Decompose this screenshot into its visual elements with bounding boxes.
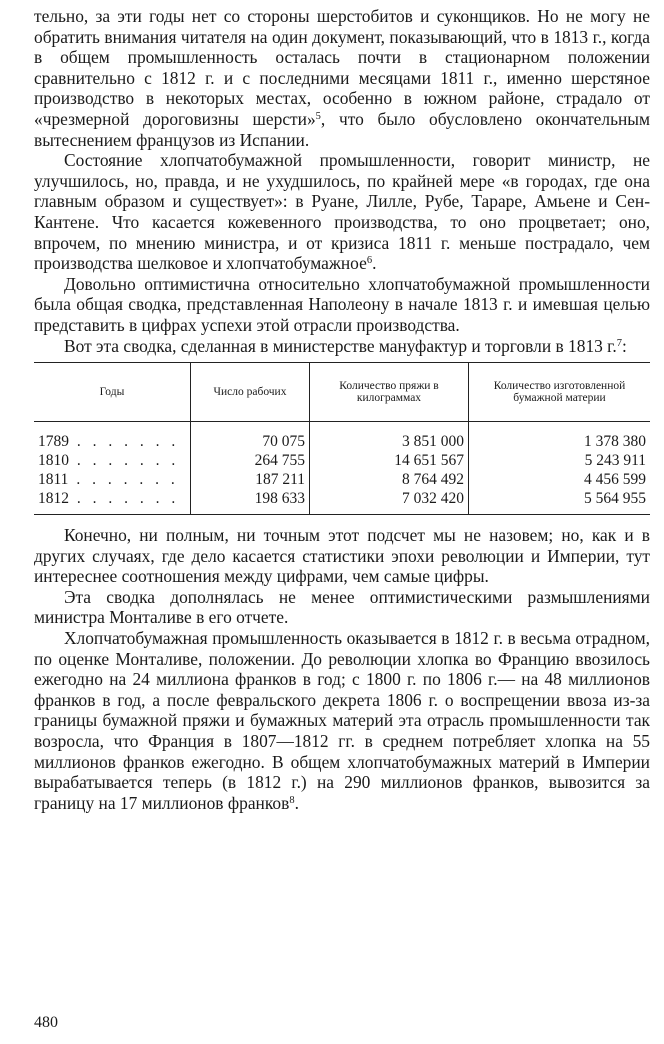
header-yarn: Количество пряжи в килограммах bbox=[310, 363, 469, 422]
row-yarn: 7 032 420 bbox=[310, 489, 469, 515]
paragraph-montalivet-reflections: Эта сводка дополнялась не менее оптимистическими размышлениями министра Монталиве в его отчете. bbox=[34, 586, 650, 628]
row-year: 1810 . . . . . . . bbox=[38, 452, 180, 470]
paragraph-cotton-industry: Состояние хлопчатобумажной промышленности, говорит министр, не улучшилось, но, правда, и не ухудшилось, по крайней мере «в городах, где она главным образом и существует»: в Руане, Лилле, Рубе, Тараре, Амьене и Сен-Кантене. Что касается кожевенного производства, то оно процветает; оно, впрочем, по мнению министра, и от кризиса 1811 г. меньше пострадало, чем производства шелковое и хлопчатобумажное$^6$. bbox=[34, 150, 650, 274]
paragraph-summary-intro: Довольно оптимистична относительно хлопчатобумажной промышленности была общая сводка, представленная Наполеону в начале 1813 г. и имевшая целью представить в цифрах успехи этой отрасли производства. bbox=[34, 273, 650, 335]
row-workers: 264 755 bbox=[191, 451, 310, 470]
page-body bbox=[34, 6, 650, 813]
row-fabric: 1 378 380 bbox=[469, 422, 651, 452]
row-fabric: 4 456 599 bbox=[469, 470, 651, 489]
row-workers: 198 633 bbox=[191, 489, 310, 515]
paragraph-commentary: Конечно, ни полным, ни точным этот подсчет мы не назовем; но, как и в других случаях, где дело касается статистики эпохи революции и Империи, тут интереснее соотношения между цифрами, чем самые цифры. bbox=[34, 525, 650, 587]
row-yarn: 3 851 000 bbox=[310, 422, 469, 452]
row-year: 1789 . . . . . . . bbox=[38, 433, 180, 451]
header-fabric: Количество изготовленной бумажной материи bbox=[469, 363, 651, 422]
footnote-ref-8[interactable]: 8 bbox=[289, 794, 295, 806]
row-yarn: 8 764 492 bbox=[310, 470, 469, 489]
footnote-ref-6[interactable]: 6 bbox=[366, 255, 373, 267]
row-fabric: 5 243 911 bbox=[469, 451, 651, 470]
footnote-ref-5[interactable]: 5 bbox=[315, 110, 321, 122]
row-workers: 187 211 bbox=[191, 470, 310, 489]
table-row bbox=[34, 422, 650, 452]
table-row bbox=[34, 489, 650, 515]
table-row bbox=[34, 470, 650, 489]
paragraph-wool-industry: тельно, за эти годы нет со стороны шерстобитов и суконщиков. Но не могу не обратить внимания читателя на один документ, показывающий, что в 1813 г., когда в общем промышленность осталась почти в стационарном положении сравнительно с 1812 г. и с последними месяцами 1811 г., именно шерстяное производство в некоторых местах, особенно в южном районе, страдало от «чрезмерной дороговизны шерсти»$^5$, что было обусловлено окончательным вытеснением французов из Испании. bbox=[34, 6, 650, 150]
table-row bbox=[34, 451, 650, 470]
table-header-row bbox=[34, 363, 650, 422]
page-number: 480 bbox=[34, 1014, 58, 1031]
paragraph-table-intro: Вот эта сводка, сделанная в министерстве мануфактур и торговли в 1813 г.$^7$: bbox=[64, 335, 627, 356]
row-year: 1811 . . . . . . . bbox=[38, 471, 179, 489]
paragraph-cotton-1812: Хлопчатобумажная промышленность оказывается в 1812 г. в весьма отрадном, по оценке Монталиве, положении. До революции хлопка во Францию ввозилось ежегодно на 24 миллиона франков в год; с 1800 г. по 1806 г.— на 48 миллионов франков в год, а после февральского декрета 1806 г. о воспрещении ввоза из-за границы бумажной пряжи и бумажных материй эта отрасль промышленности так возросла, что Франция в 1807—1812 гг. в среднем потребляет хлопка на 55 миллионов франков ежегодно. В общем хлопчатобумажных материй в Империи вырабатывается теперь (в 1812 г.) на 290 миллионов франков, вывозится за границу на 17 миллионов франков$^8$. bbox=[34, 628, 650, 813]
row-year: 1812 . . . . . . . bbox=[34, 489, 191, 515]
header-years: Годы bbox=[34, 363, 191, 422]
cotton-statistics-table bbox=[34, 362, 650, 515]
row-yarn: 14 651 567 bbox=[310, 451, 469, 470]
row-fabric: 5 564 955 bbox=[469, 489, 651, 515]
header-workers: Число рабочих bbox=[191, 363, 310, 422]
row-workers: 70 075 bbox=[191, 422, 310, 452]
footnote-ref-7[interactable]: 7 bbox=[616, 337, 622, 349]
